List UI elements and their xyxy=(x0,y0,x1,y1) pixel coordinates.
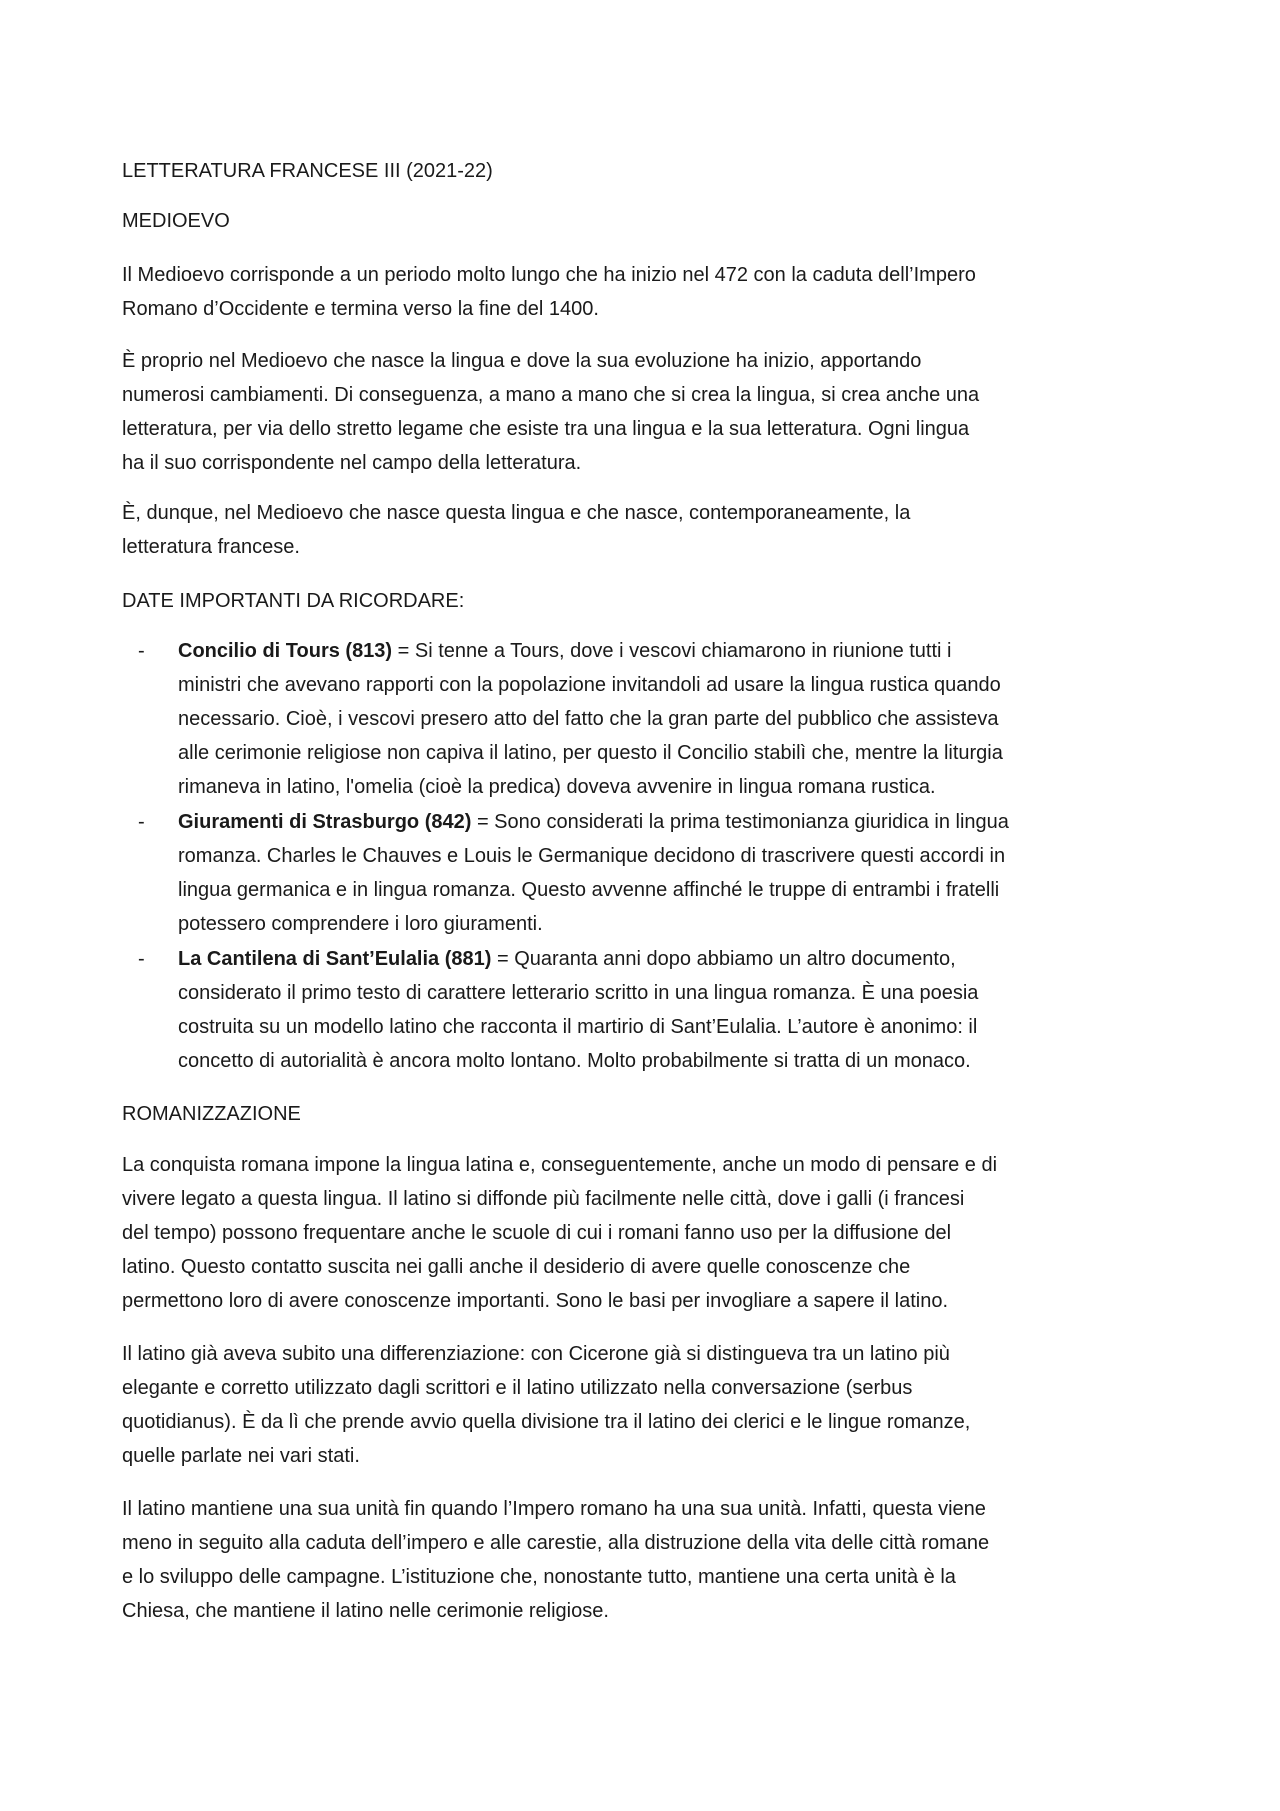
text-line: Il latino mantiene una sua unità fin quando l’Impero romano ha una sua unità. Infatti, questa viene xyxy=(122,1498,986,1520)
text-line: letteratura francese. xyxy=(122,536,300,558)
text-line: concetto di autorialità è ancora molto lontano. Molto probabilmente si tratta di un monaco. xyxy=(178,1050,971,1072)
text-line: del tempo) possono frequentare anche le scuole di cui i romani fanno uso per la diffusione del xyxy=(122,1222,952,1244)
text-line: quelle parlate nei vari stati. xyxy=(122,1445,360,1467)
item-term: Concilio di Tours (813) xyxy=(178,640,393,662)
text-line: È, dunque, nel Medioevo che nasce questa lingua e che nasce, contemporaneamente, la xyxy=(122,502,911,524)
document-title: LETTERATURA FRANCESE III (2021-22) xyxy=(122,160,493,182)
text-line: È proprio nel Medioevo che nasce la lingua e dove la sua evoluzione ha inizio, apportando xyxy=(122,350,922,372)
section-heading-medioevo: MEDIOEVO xyxy=(122,210,230,232)
text-line: potessero comprendere i loro giuramenti. xyxy=(178,913,543,935)
text-line: Il Medioevo corrisponde a un periodo molto lungo che ha inizio nel 472 con la caduta dell’Impero xyxy=(122,264,976,286)
section-heading-dates: DATE IMPORTANTI DA RICORDARE: xyxy=(122,590,465,612)
item-term: La Cantilena di Sant’Eulalia (881) xyxy=(178,948,492,970)
text-line: letteratura, per via dello stretto legame che esiste tra una lingua e la sua letteratura. Ogni lingua xyxy=(122,418,970,440)
text-line: lingua germanica e in lingua romanza. Questo avvenne affinché le truppe di entrambi i fratelli xyxy=(178,879,1000,901)
text-line: latino. Questo contatto suscita nei galli anche il desiderio di avere quelle conoscenze che xyxy=(122,1256,911,1278)
text-line: meno in seguito alla caduta dell’impero e alle carestie, alla distruzione della vita delle città romane xyxy=(122,1532,990,1554)
paragraph xyxy=(122,1492,989,1628)
text-line: La conquista romana impone la lingua latina e, conseguentemente, anche un modo di pensare e di xyxy=(122,1154,998,1176)
item-text: = Quaranta anni dopo abbiamo un altro documento, xyxy=(491,948,956,970)
text-line: e lo sviluppo delle campagne. L’istituzione che, nonostante tutto, mantiene una certa unità è la xyxy=(122,1566,956,1588)
text-line: Chiesa, che mantiene il latino nelle cerimonie religiose. xyxy=(122,1600,609,1622)
text-line: Il latino già aveva subito una differenziazione: con Cicerone già si distingueva tra un latino più xyxy=(122,1343,950,1365)
bullet-dash: - xyxy=(138,948,145,970)
section-heading-romanizzazione: ROMANIZZAZIONE xyxy=(122,1103,301,1125)
text-line: considerato il primo testo di carattere letterario scritto in una lingua romanza. È una poesia xyxy=(178,982,979,1004)
text-line: ministri che avevano rapporti con la popolazione invitandoli ad usare la lingua rustica quando xyxy=(178,674,1001,696)
text-line: necessario. Cioè, i vescovi presero atto del fatto che la gran parte del pubblico che assisteva xyxy=(178,708,999,730)
text-line: romanza. Charles le Chauves e Louis le Germanique decidono di trascrivere questi accordi in xyxy=(178,845,1006,867)
text-line: quotidianus). È da lì che prende avvio quella divisione tra il latino dei clerici e le lingue romanze, xyxy=(122,1411,971,1433)
paragraph xyxy=(122,1148,997,1318)
paragraph xyxy=(122,258,976,326)
text-line: permettono loro di avere conoscenze importanti. Sono le basi per invogliare a sapere il latino. xyxy=(122,1290,949,1312)
paragraph xyxy=(122,344,979,480)
text-line: Romano d’Occidente e termina verso la fine del 1400. xyxy=(122,298,599,320)
text-line: ha il suo corrispondente nel campo della letteratura. xyxy=(122,452,582,474)
text-line: rimaneva in latino, l'omelia (cioè la predica) doveva avvenire in lingua romana rustica. xyxy=(178,776,936,798)
text-line: vivere legato a questa lingua. Il latino si diffonde più facilmente nelle città, dove i galli (i francesi xyxy=(122,1188,965,1210)
paragraph xyxy=(122,496,910,564)
item-text: = Si tenne a Tours, dove i vescovi chiamarono in riunione tutti i xyxy=(392,640,952,662)
bullet-dash: - xyxy=(138,640,145,662)
text-line: numerosi cambiamenti. Di conseguenza, a mano a mano che si crea la lingua, si crea anche una xyxy=(122,384,980,406)
bullet-dash: - xyxy=(138,811,145,833)
text-line: alle cerimonie religiose non capiva il latino, per questo il Concilio stabilì che, mentre la liturgia xyxy=(178,742,1003,764)
text-line: costruita su un modello latino che racconta il martirio di Sant’Eulalia. L’autore è anonimo: il xyxy=(178,1016,978,1038)
item-text: = Sono considerati la prima testimonianza giuridica in lingua xyxy=(471,811,1009,833)
paragraph xyxy=(122,1337,970,1473)
item-term: Giuramenti di Strasburgo (842) xyxy=(178,811,472,833)
text-line: elegante e corretto utilizzato dagli scrittori e il latino utilizzato nella conversazione (serbus xyxy=(122,1377,913,1399)
